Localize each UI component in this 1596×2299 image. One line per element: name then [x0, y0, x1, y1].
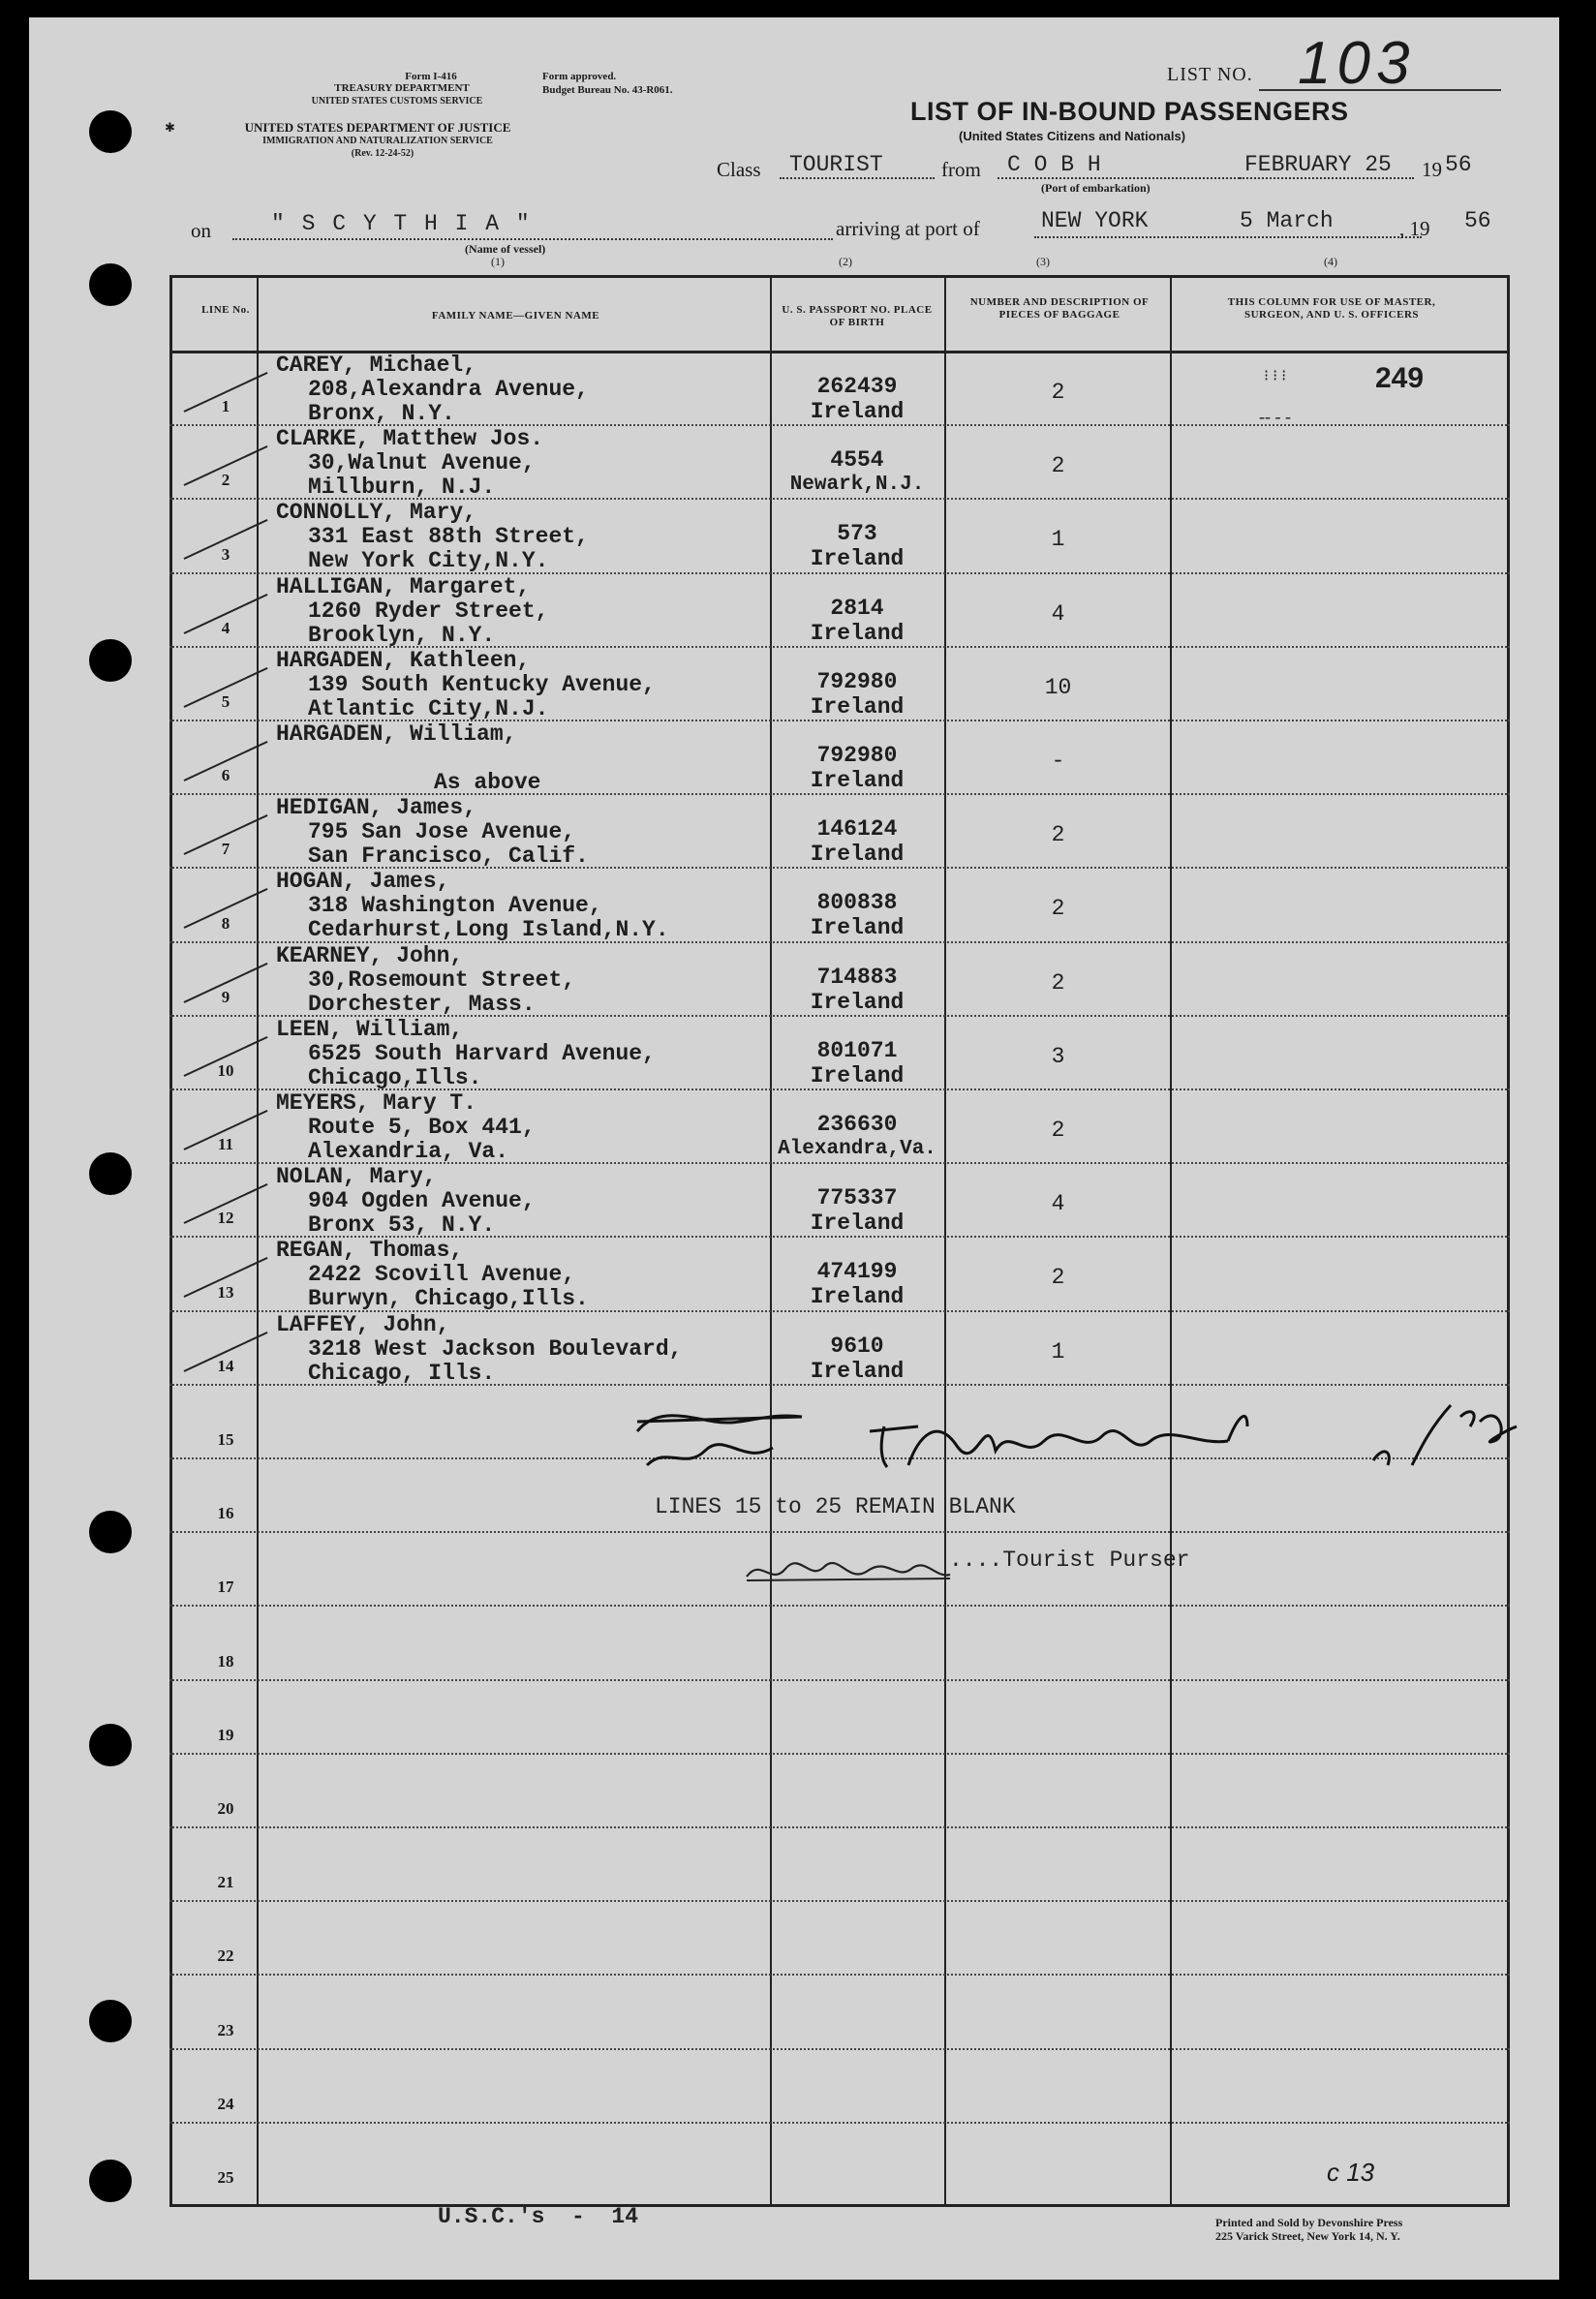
passenger-address-2: Cedarhurst,Long Island,N.Y.	[308, 917, 669, 943]
passenger-address-2: Bronx 53, N.Y.	[308, 1212, 496, 1239]
line-number: 19	[217, 1725, 234, 1744]
baggage-count: 1	[1051, 1338, 1065, 1364]
line-number: 3	[221, 544, 230, 564]
purser-signature	[734, 1540, 947, 1569]
line-number: 17	[217, 1578, 234, 1597]
passenger-address-2: Alexandria, Va.	[308, 1139, 509, 1164]
line-number: 11	[217, 1135, 234, 1154]
baggage-count: 2	[1051, 822, 1065, 848]
passenger-name: HARGADEN, William,	[276, 721, 517, 747]
col-divider-baggage	[1170, 275, 1172, 2207]
punch-hole	[89, 2160, 132, 2202]
punch-hole	[89, 1511, 132, 1553]
passport-number: 792980	[816, 743, 898, 768]
place-of-birth: Ireland	[810, 1211, 905, 1237]
line-number: 22	[217, 1946, 234, 1966]
port-embark-caption: (Port of embarkation)	[1041, 181, 1151, 195]
passenger-name: KEARNEY, John,	[276, 942, 464, 968]
col4-number: (4)	[1324, 255, 1337, 268]
place-of-birth: Ireland	[810, 842, 905, 868]
passport-number: 146124	[816, 816, 898, 843]
arrival-date: 5 March	[1240, 208, 1334, 233]
blank-lines-note: LINES 15 to 25 REMAIN BLANK	[655, 1494, 1016, 1519]
line-number: 15	[217, 1430, 234, 1449]
passenger-address-1: 795 San Jose Avenue,	[308, 819, 576, 845]
punch-hole	[89, 1152, 132, 1195]
officer-signature	[620, 1370, 1511, 1462]
passenger-name: HARGADEN, Kathleen,	[276, 647, 531, 673]
passport-number: 800838	[816, 890, 898, 916]
passenger-address-1: 6525 South Harvard Avenue,	[308, 1040, 656, 1066]
passenger-address-1: Route 5, Box 441,	[308, 1115, 536, 1140]
from-value: C O B H	[1007, 152, 1101, 177]
justice-dept: UNITED STATES DEPARTMENT OF JUSTICE	[244, 120, 511, 135]
baggage-count: 4	[1051, 600, 1065, 627]
place-of-birth: Ireland	[810, 693, 905, 720]
passenger-address-1: 3218 West Jackson Boulevard,	[308, 1335, 683, 1362]
seal-icon: ✱	[165, 120, 175, 135]
passport-number: 9610	[830, 1333, 884, 1359]
col-divider-line	[257, 275, 259, 2207]
arriving-label: arriving at port of	[836, 217, 980, 240]
row-divider	[169, 1753, 1510, 1755]
line-number: 5	[221, 692, 230, 711]
passenger-address-2: Millburn, N.J.	[308, 475, 496, 501]
line-number: 2	[221, 471, 230, 490]
baggage-count: 2	[1051, 453, 1065, 479]
row-divider	[169, 1531, 1510, 1533]
passport-number: 262439	[816, 374, 898, 399]
passenger-name: NOLAN, Mary,	[276, 1164, 437, 1190]
initials-mark: ᴄ 13	[1327, 2158, 1375, 2187]
line-number: 12	[217, 1209, 234, 1228]
passenger-address-1: 30,Walnut Avenue,	[308, 450, 536, 476]
arrival-year-prefix: , 19	[1399, 217, 1430, 240]
passenger-address-1: 1260 Ryder Street,	[308, 598, 549, 624]
list-no-value: 103	[1298, 30, 1416, 97]
treasury-dept: TREASURY DEPARTMENT	[334, 82, 470, 94]
passenger-name: LEEN, William,	[276, 1016, 464, 1042]
line-number: 23	[217, 2020, 234, 2039]
punch-hole	[89, 2000, 132, 2042]
row-divider	[169, 2048, 1510, 2050]
line-number: 20	[217, 1799, 234, 1818]
passenger-name: REGAN, Thomas,	[276, 1238, 464, 1264]
passenger-address-2: Chicago, Ills.	[308, 1360, 496, 1386]
baggage-count: 2	[1051, 380, 1065, 405]
page-title: LIST OF IN-BOUND PASSENGERS	[910, 97, 1349, 126]
vessel-line	[232, 238, 833, 240]
vessel-caption: (Name of vessel)	[465, 242, 546, 256]
passenger-address-1: 331 East 88th Street,	[308, 524, 589, 550]
punch-hole	[89, 110, 132, 153]
passenger-address-1: 318 Washington Avenue,	[308, 893, 602, 919]
baggage-count: 3	[1051, 1043, 1065, 1069]
place-of-birth: Ireland	[810, 1062, 905, 1088]
passenger-address-2: Chicago,Ills.	[308, 1064, 482, 1090]
arrival-port-line	[1034, 236, 1422, 238]
baggage-count: 2	[1051, 1265, 1065, 1291]
line-number: 21	[217, 1873, 234, 1892]
col-header-baggage: NUMBER AND DESCRIPTION OF PIECES OF BAGGAGE	[969, 296, 1150, 321]
col-header-name: FAMILY NAME—GIVEN NAME	[431, 310, 600, 322]
baggage-count: 10	[1044, 674, 1072, 700]
passenger-address-2: Bronx, N.Y.	[308, 401, 455, 426]
on-label: on	[191, 219, 211, 242]
row-divider	[169, 1679, 1510, 1681]
form-approved: Form approved.	[542, 71, 617, 82]
col-divider-passport	[944, 275, 946, 2207]
date-line	[1240, 177, 1414, 179]
row-divider	[169, 2122, 1510, 2124]
row-divider	[169, 1826, 1510, 1828]
customs-service: UNITED STATES CUSTOMS SERVICE	[311, 96, 483, 107]
budget-bureau: Budget Bureau No. 43-R061.	[542, 84, 673, 96]
line-number: 25	[217, 2168, 234, 2187]
form-revision: (Rev. 12-24-52)	[351, 148, 414, 159]
passport-number: 2814	[830, 595, 884, 621]
line-number: 8	[221, 913, 230, 933]
passenger-name: HEDIGAN, James,	[276, 795, 477, 821]
passenger-address-2: Burwyn, Chicago,Ills.	[308, 1286, 589, 1312]
purser-label: ....Tourist Purser	[949, 1548, 1190, 1573]
class-line	[780, 177, 935, 179]
passenger-address-1: 30,Rosemount Street,	[308, 966, 576, 993]
line-number: 9	[221, 987, 230, 1006]
passport-number: 474199	[816, 1259, 898, 1285]
col-header-passport: U. S. PASSPORT NO. PLACE OF BIRTH	[782, 304, 933, 328]
place-of-birth: Ireland	[810, 620, 905, 646]
place-of-birth: Ireland	[810, 989, 905, 1015]
officer-marks: ⁝ ⁝ ⁝	[1264, 368, 1287, 384]
place-of-birth: Ireland	[810, 399, 905, 424]
page-subtitle: (United States Citizens and Nationals)	[959, 129, 1186, 143]
passenger-name: CLARKE, Matthew Jos.	[276, 426, 544, 452]
col2-number: (2)	[839, 255, 852, 268]
passport-number: 573	[837, 521, 877, 547]
baggage-count: 1	[1051, 527, 1065, 553]
row-divider	[169, 1974, 1510, 1976]
row-divider	[169, 1605, 1510, 1607]
place-of-birth: Ireland	[810, 1358, 905, 1384]
passenger-name: HOGAN, James,	[276, 869, 450, 895]
baggage-count: 2	[1051, 1118, 1065, 1143]
line-number: 18	[217, 1651, 234, 1671]
place-of-birth: Ireland	[810, 1284, 905, 1310]
place-of-birth: Ireland	[810, 546, 905, 572]
vessel-name: " S C Y T H I A "	[271, 211, 532, 236]
immigration-service: IMMIGRATION AND NATURALIZATION SERVICE	[262, 136, 493, 146]
punch-hole	[89, 263, 132, 306]
date-value: FEBRUARY 25	[1244, 152, 1392, 177]
passenger-name: CONNOLLY, Mary,	[276, 500, 477, 526]
date-year-prefix: 19	[1422, 158, 1442, 181]
passenger-name: LAFFEY, John,	[276, 1311, 450, 1337]
line-number: 6	[221, 766, 230, 785]
col3-number: (3)	[1036, 255, 1050, 268]
place-of-birth: Ireland	[810, 768, 905, 793]
line-number: 1	[221, 397, 230, 416]
passenger-address-1: 2422 Scovill Avenue,	[308, 1262, 576, 1288]
passenger-address-2: San Francisco, Calif.	[308, 843, 589, 870]
from-line	[998, 177, 1240, 179]
passenger-address-1: 904 Ogden Avenue,	[308, 1188, 536, 1214]
passenger-address-1: 208,Alexandra Avenue,	[308, 377, 589, 402]
usc-footer: U.S.C.'s - 14	[438, 2204, 639, 2229]
line-number: 4	[221, 618, 230, 637]
passenger-address-2: New York City,N.Y.	[308, 548, 549, 574]
passport-number: 792980	[816, 668, 898, 694]
place-of-birth: Alexandra,Va.	[778, 1138, 936, 1160]
line-number: 14	[217, 1356, 234, 1375]
col1-number: (1)	[491, 255, 505, 268]
passenger-address-2: Dorchester, Mass.	[308, 991, 536, 1017]
place-of-birth: Ireland	[810, 915, 905, 941]
passenger-address-2: As above	[434, 770, 541, 795]
arrival-port: NEW YORK	[1041, 208, 1149, 233]
passport-number: 714883	[816, 964, 898, 990]
line-number: 16	[217, 1504, 234, 1523]
passport-number: 775337	[816, 1185, 898, 1211]
col-header-officers: THIS COLUMN FOR USE OF MASTER, SURGEON, AND U. S. OFFICERS	[1227, 296, 1436, 321]
baggage-count: 2	[1051, 896, 1065, 922]
passenger-address-1: 139 South Kentucky Avenue,	[308, 671, 656, 697]
from-label: from	[941, 158, 981, 181]
form-number: Form I-416	[405, 71, 457, 82]
officer-marks: -- - -	[1259, 407, 1291, 426]
line-number: 24	[217, 2094, 234, 2113]
baggage-count: 4	[1051, 1191, 1065, 1217]
passenger-name: HALLIGAN, Margaret,	[276, 573, 531, 599]
printer-line-1: Printed and Sold by Devonshire Press	[1215, 2216, 1403, 2229]
line-number: 10	[217, 1061, 234, 1080]
col-header-line-no: LINE No.	[201, 304, 250, 316]
punch-hole	[89, 1724, 132, 1766]
line-number: 13	[217, 1282, 234, 1302]
officer-entry: 249	[1375, 362, 1425, 394]
line-number: 7	[221, 840, 230, 859]
punch-hole	[89, 639, 132, 682]
class-label: Class	[717, 158, 761, 181]
passenger-address-2: Brooklyn, N.Y.	[308, 622, 496, 648]
passenger-name: MEYERS, Mary T.	[276, 1090, 477, 1116]
arrival-year: 56	[1464, 208, 1491, 233]
passport-number: 801071	[816, 1037, 898, 1063]
passport-number: 4554	[830, 447, 884, 474]
baggage-count: -	[1051, 749, 1065, 774]
row-divider	[169, 1900, 1510, 1902]
class-value: TOURIST	[789, 152, 883, 177]
passenger-name: CAREY, Michael,	[276, 353, 477, 378]
date-year: 56	[1445, 152, 1472, 177]
passenger-address-2: Atlantic City,N.J.	[308, 695, 549, 721]
passport-number: 236630	[816, 1112, 898, 1137]
baggage-count: 2	[1051, 969, 1065, 996]
list-no-label: LIST NO.	[1167, 64, 1253, 85]
printer-line-2: 225 Varick Street, New York 14, N. Y.	[1215, 2229, 1400, 2243]
place-of-birth: Newark,N.J.	[789, 474, 925, 497]
